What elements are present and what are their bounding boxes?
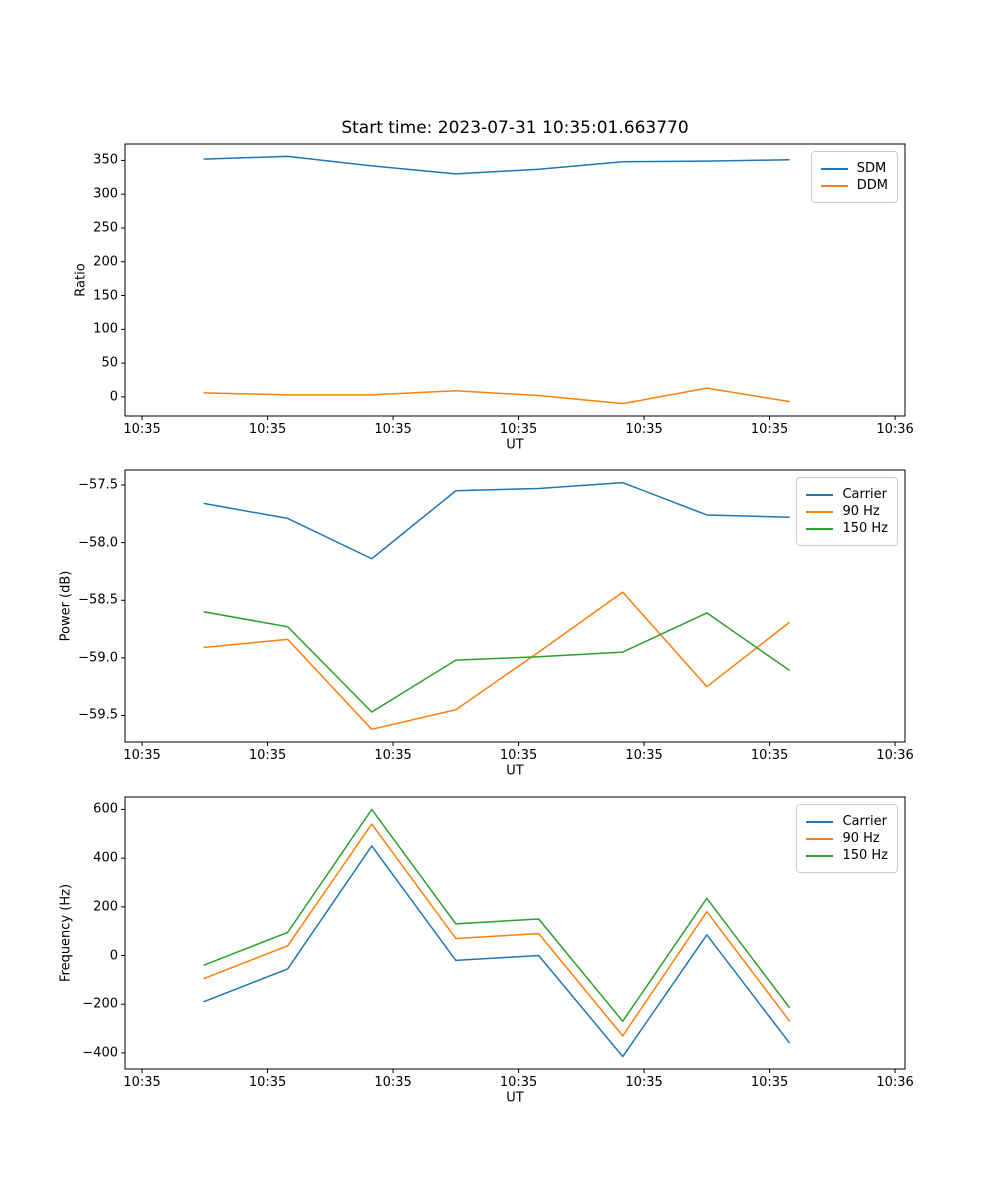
x-tick-label: 10:35 [499, 748, 538, 763]
y-tick-label: −59.0 [78, 650, 118, 666]
y-tick-label: −58.5 [78, 592, 118, 608]
y-tick-label: −59.5 [78, 707, 118, 723]
y-tick-label: 200 [93, 899, 118, 915]
x-tick-label: 10:35 [248, 1075, 287, 1090]
x-tick-label: 10:35 [625, 748, 663, 763]
legend [796, 804, 898, 873]
x-tick-label: 10:35 [374, 422, 412, 437]
legend-entry [806, 814, 888, 829]
y-tick-label: 400 [93, 850, 118, 866]
y-axis-label-power: Power (dB) [58, 570, 74, 642]
axes-frame [125, 144, 905, 416]
series-line-ddm [204, 388, 790, 404]
y-tick-label: 250 [93, 220, 118, 236]
legend [811, 151, 898, 203]
legend-label: 150 Hz [842, 848, 888, 863]
x-tick-label: 10:35 [374, 748, 412, 763]
x-tick-label: 10:35 [625, 422, 663, 437]
series-line-90-hz [204, 824, 790, 1036]
x-tick-label: 10:35 [123, 422, 161, 437]
legend-entry [806, 831, 888, 846]
x-tick-label: 10:35 [123, 1075, 161, 1090]
y-tick-label: 100 [93, 321, 118, 337]
legend-line-swatch [806, 528, 833, 530]
y-tick-label: −200 [82, 996, 118, 1012]
x-tick-label: 10:35 [248, 748, 287, 763]
x-tick-label: 10:36 [876, 1075, 914, 1090]
x-tick-label: 10:35 [750, 422, 789, 437]
x-tick-label: 10:35 [499, 422, 538, 437]
y-tick-label: −400 [82, 1045, 118, 1061]
legend-entry [806, 504, 888, 519]
x-tick-label: 10:36 [876, 748, 914, 763]
series-line-90-hz [204, 592, 790, 729]
y-axis-label-frequency: Frequency (Hz) [58, 883, 74, 983]
y-tick-label: 50 [101, 355, 118, 371]
y-tick-label: 300 [93, 186, 118, 202]
legend-entry [806, 848, 888, 863]
figure-title: Start time: 2023-07-31 10:35:01.663770 [341, 118, 689, 138]
y-tick-label: 150 [93, 288, 118, 304]
legend-entry [806, 521, 888, 536]
x-axis-label-ut-3: UT [506, 1090, 524, 1106]
x-tick-label: 10:35 [750, 748, 789, 763]
legend-line-swatch [821, 185, 848, 187]
x-tick-label: 10:35 [499, 1075, 538, 1090]
y-axis-label-ratio: Ratio [73, 263, 89, 297]
x-tick-label: 10:35 [123, 748, 161, 763]
legend-entry [821, 178, 888, 193]
legend-label: Carrier [842, 814, 887, 829]
legend-label: 90 Hz [842, 504, 880, 519]
legend-label: 150 Hz [842, 521, 888, 536]
y-tick-label: 200 [93, 254, 118, 270]
x-tick-label: 10:35 [750, 1075, 789, 1090]
y-tick-label: 0 [109, 948, 118, 964]
x-axis-label-ut-2: UT [506, 763, 524, 779]
y-tick-label: 350 [93, 152, 118, 168]
x-tick-label: 10:36 [876, 422, 914, 437]
legend-entry [821, 161, 888, 176]
y-tick-label: 600 [93, 801, 118, 817]
legend-label: Carrier [842, 487, 887, 502]
legend-label: 90 Hz [842, 831, 880, 846]
legend-line-swatch [821, 168, 848, 170]
legend-line-swatch [806, 494, 833, 496]
series-line-150-hz [204, 612, 790, 712]
x-tick-label: 10:35 [374, 1075, 412, 1090]
series-line-sdm [204, 156, 790, 174]
y-tick-label: −57.5 [78, 477, 118, 493]
y-tick-label: −58.0 [78, 535, 118, 551]
legend-line-swatch [806, 838, 833, 840]
legend [796, 477, 898, 546]
y-tick-label: 0 [109, 389, 118, 405]
legend-line-swatch [806, 511, 833, 513]
axes-frame [125, 797, 905, 1069]
legend-label: SDM [856, 161, 887, 176]
x-axis-label-ut-1: UT [506, 437, 524, 453]
series-line-carrier [204, 483, 790, 559]
legend-line-swatch [806, 821, 833, 823]
legend-entry [806, 487, 888, 502]
x-tick-label: 10:35 [248, 422, 287, 437]
x-tick-label: 10:35 [625, 1075, 663, 1090]
series-line-carrier [204, 846, 790, 1057]
series-line-150-hz [204, 809, 790, 1021]
legend-line-swatch [806, 855, 833, 857]
legend-label: DDM [856, 178, 888, 193]
